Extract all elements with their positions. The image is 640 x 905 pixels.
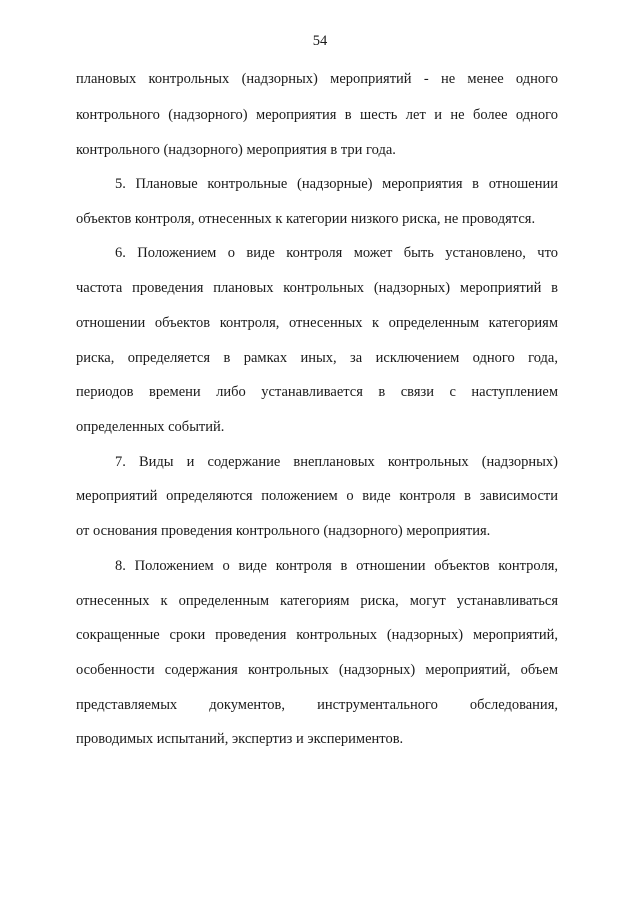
paragraph-line: определенных событий. — [76, 419, 225, 435]
paragraph-line: 5. Плановые контрольные (надзорные) мероприятия в отношении — [115, 176, 558, 192]
paragraph-line: от основания проведения контрольного (надзорного) мероприятия. — [76, 523, 491, 539]
paragraph-line: представляемых документов, инструментального обследования, — [76, 697, 558, 713]
paragraph-line: проводимых испытаний, экспертиз и экспериментов. — [76, 731, 404, 747]
paragraph-line: плановых контрольных (надзорных) мероприятий - не менее одного — [76, 71, 558, 87]
paragraph-line: 6. Положением о виде контроля может быть установлено, что — [115, 245, 558, 261]
paragraph-line: риска, определяется в рамках иных, за исключением одного года, — [76, 350, 558, 366]
paragraph-line: 8. Положением о виде контроля в отношении объектов контроля, — [115, 558, 558, 574]
paragraph-line: контрольного (надзорного) мероприятия в три года. — [76, 142, 396, 158]
paragraph-line: контрольного (надзорного) мероприятия в шесть лет и не более одного — [76, 107, 558, 123]
page-number: 54 — [312, 33, 328, 49]
paragraph-line: отношении объектов контроля, отнесенных к определенным категориям — [76, 315, 558, 331]
paragraph-line: особенности содержания контрольных (надзорных) мероприятий, объем — [76, 662, 558, 678]
paragraph-line: частота проведения плановых контрольных (надзорных) мероприятий в — [76, 280, 558, 296]
paragraph-line: мероприятий определяются положением о виде контроля в зависимости — [76, 488, 558, 504]
paragraph-line: объектов контроля, отнесенных к категории низкого риска, не проводятся. — [76, 211, 536, 227]
paragraph-line: периодов времени либо устанавливается в связи с наступлением — [76, 384, 558, 400]
paragraph-line: 7. Виды и содержание внеплановых контрольных (надзорных) — [115, 454, 558, 470]
paragraph-line: отнесенных к определенным категориям риска, могут устанавливаться — [76, 593, 558, 609]
paragraph-line: сокращенные сроки проведения контрольных (надзорных) мероприятий, — [76, 627, 558, 643]
